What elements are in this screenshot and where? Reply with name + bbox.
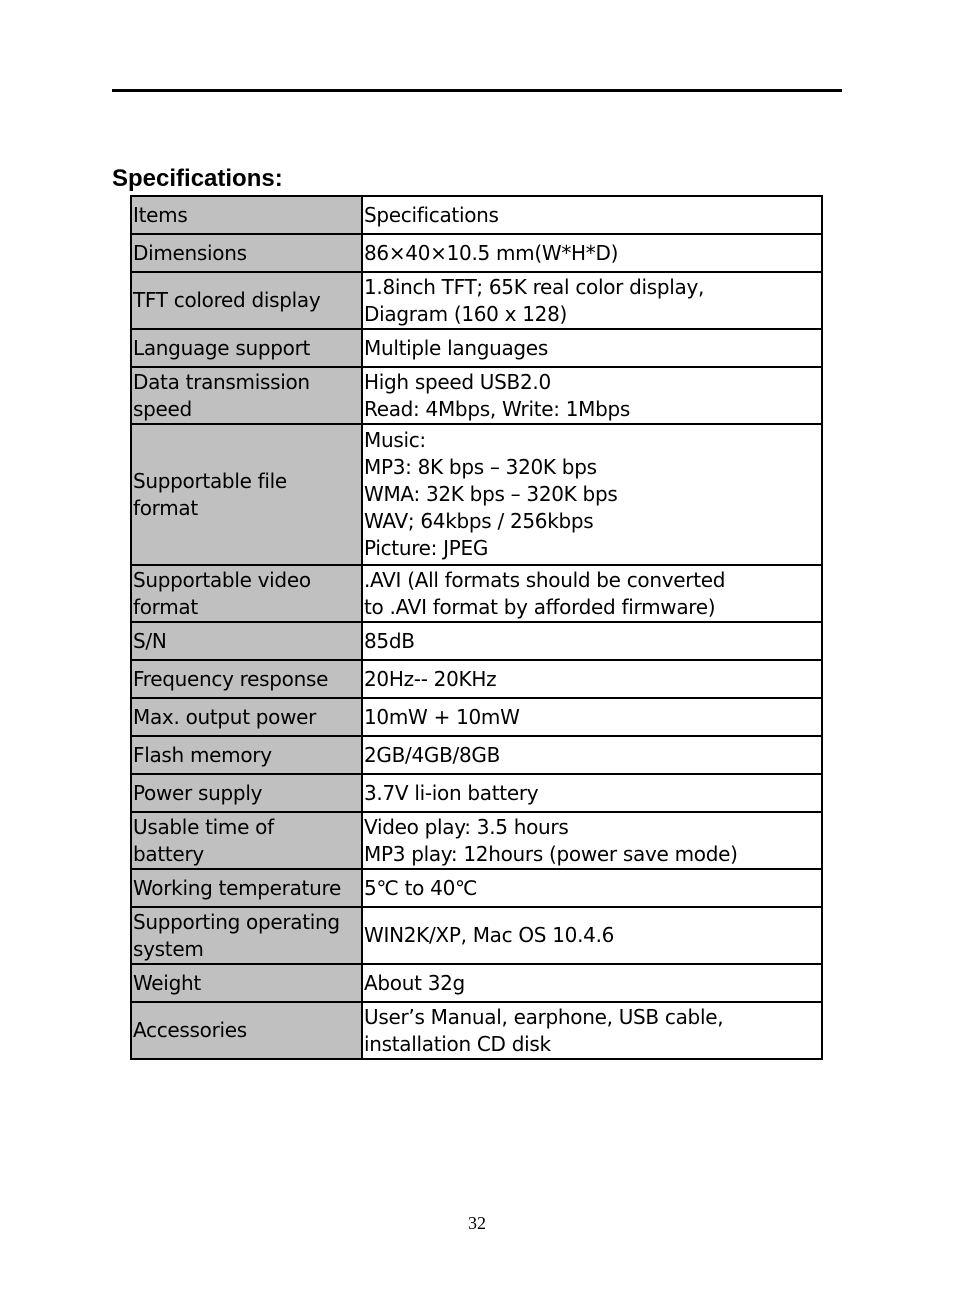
spec-value-cell: WIN2K/XP, Mac OS 10.4.6 xyxy=(362,907,822,964)
spec-item-cell: S/N xyxy=(131,622,362,660)
spec-item-cell: Supportable video format xyxy=(131,565,362,622)
table-row xyxy=(131,234,822,272)
table-row xyxy=(131,367,822,424)
spec-item-cell: Weight xyxy=(131,964,362,1002)
spec-item-cell: Supporting operating system xyxy=(131,907,362,964)
spec-value-cell: 5℃ to 40℃ xyxy=(362,869,822,907)
spec-value-cell: 20Hz-- 20KHz xyxy=(362,660,822,698)
spec-value-cell: 10mW + 10mW xyxy=(362,698,822,736)
spec-value-cell: Music: MP3: 8K bps – 320K bps WMA: 32K bps – 320K bps WAV; 64kbps / 256kbps Picture: JPEG xyxy=(362,424,822,565)
spec-value-cell: User’s Manual, earphone, USB cable, installation CD disk xyxy=(362,1002,822,1059)
spec-value-cell: .AVI (All formats should be converted to .AVI format by afforded firmware) xyxy=(362,565,822,622)
spec-item-cell: Max. output power xyxy=(131,698,362,736)
spec-item-cell: Language support xyxy=(131,329,362,367)
header-cell-specifications: Specifications xyxy=(362,196,822,234)
spec-item-cell: Frequency response xyxy=(131,660,362,698)
table-row xyxy=(131,329,822,367)
spec-value-cell: 1.8inch TFT; 65K real color display, Diagram (160 x 128) xyxy=(362,272,822,329)
table-header-row xyxy=(131,196,822,234)
section-heading: Specifications: xyxy=(112,165,283,192)
table-row xyxy=(131,907,822,964)
spec-value-cell: 85dB xyxy=(362,622,822,660)
spec-item-cell: TFT colored display xyxy=(131,272,362,329)
header-cell-items: Items xyxy=(131,196,362,234)
spec-value-cell: High speed USB2.0 Read: 4Mbps, Write: 1Mbps xyxy=(362,367,822,424)
table-row xyxy=(131,1002,822,1059)
spec-value-cell: Multiple languages xyxy=(362,329,822,367)
spec-value-cell: Video play: 3.5 hours MP3 play: 12hours (power save mode) xyxy=(362,812,822,869)
table-row xyxy=(131,869,822,907)
table-row xyxy=(131,774,822,812)
table-row xyxy=(131,424,822,565)
spec-item-cell: Power supply xyxy=(131,774,362,812)
spec-value-cell: 3.7V li-ion battery xyxy=(362,774,822,812)
spec-item-cell: Flash memory xyxy=(131,736,362,774)
spec-value-cell: About 32g xyxy=(362,964,822,1002)
spec-value-cell: 2GB/4GB/8GB xyxy=(362,736,822,774)
spec-value-cell: 86×40×10.5 mm(W*H*D) xyxy=(362,234,822,272)
header-rule xyxy=(112,89,842,92)
table-row xyxy=(131,565,822,622)
specifications-table xyxy=(130,195,823,1060)
table-row xyxy=(131,736,822,774)
spec-item-cell: Dimensions xyxy=(131,234,362,272)
table-row xyxy=(131,698,822,736)
table-row xyxy=(131,660,822,698)
table-row xyxy=(131,964,822,1002)
spec-item-cell: Supportable file format xyxy=(131,424,362,565)
table-row xyxy=(131,272,822,329)
table-row xyxy=(131,812,822,869)
page-number: 32 xyxy=(468,1213,486,1233)
table-row xyxy=(131,622,822,660)
spec-item-cell: Usable time of battery xyxy=(131,812,362,869)
spec-item-cell: Data transmission speed xyxy=(131,367,362,424)
spec-item-cell: Accessories xyxy=(131,1002,362,1059)
spec-item-cell: Working temperature xyxy=(131,869,362,907)
